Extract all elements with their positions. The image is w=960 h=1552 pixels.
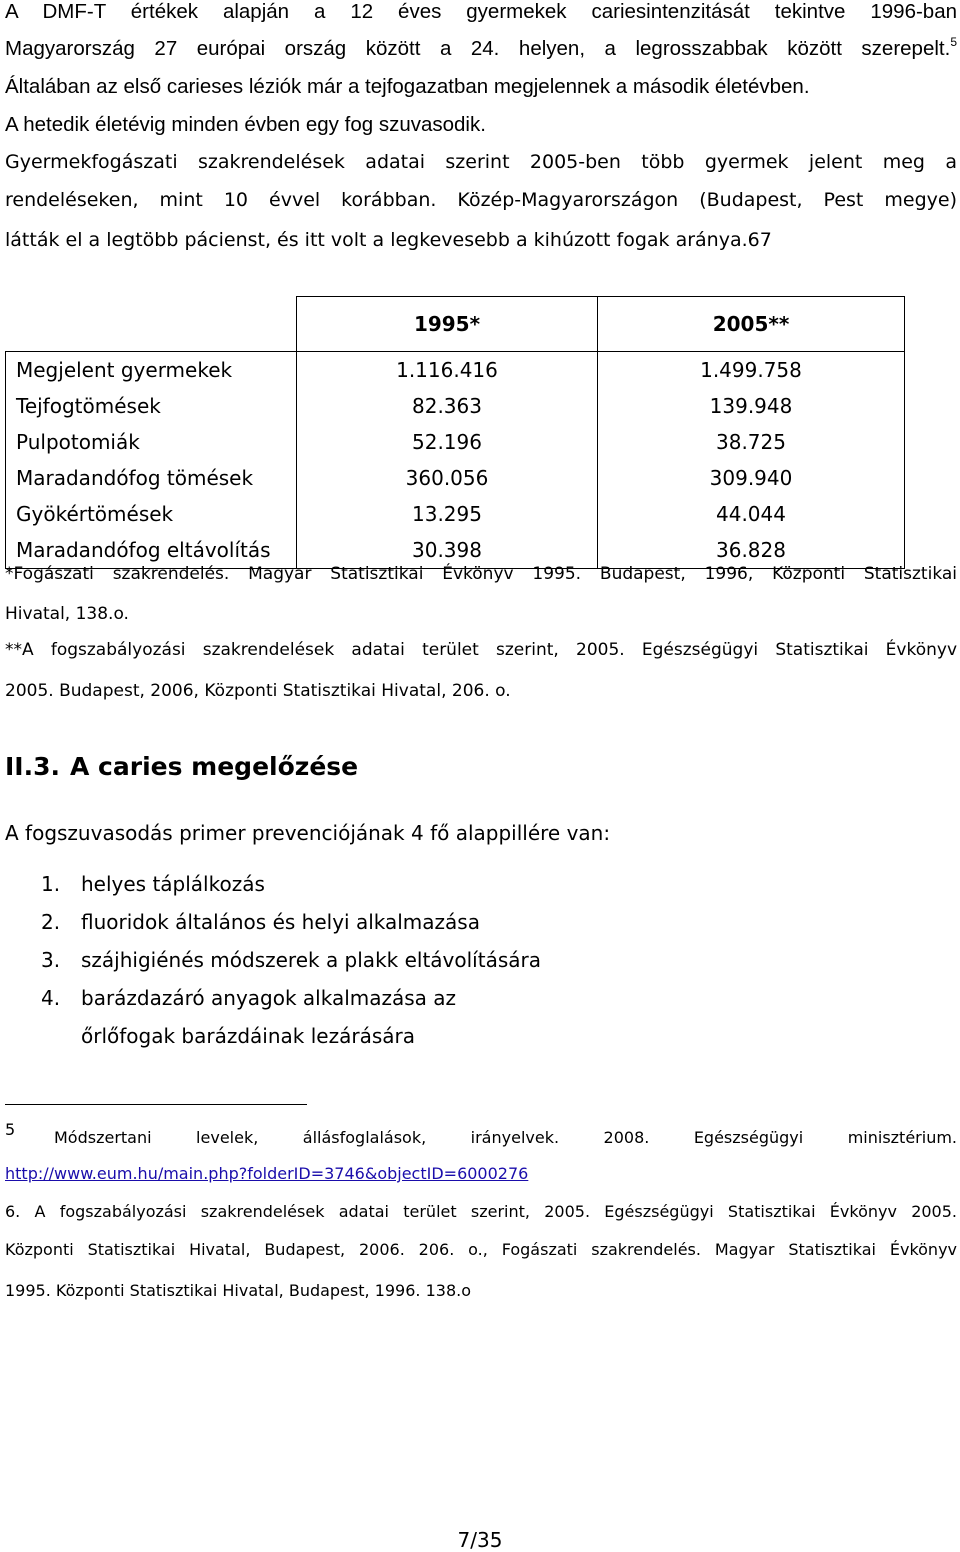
table-cell-2005: 44.044 xyxy=(598,496,905,532)
paragraph1-line-4: A hetedik életévig minden évben egy fog szuvasodik. xyxy=(5,113,486,136)
table-note-1-line-1: *Fogászati szakrendelés. Magyar Statisztikai Évkönyv 1995. Budapest, 1996, Központi Statisztikai xyxy=(5,564,957,584)
table-row-label: Gyökértömések xyxy=(6,496,297,532)
table-note-1-line-2: Hivatal, 138.o. xyxy=(5,604,129,624)
list-item xyxy=(41,910,480,934)
list-item-text: fluoridok általános és helyi alkalmazása xyxy=(81,910,480,934)
table-cell-1995: 52.196 xyxy=(297,424,598,460)
paragraph2-line-3: látták el a legtöbb pácienst, és itt volt a legkevesebb a kihúzott fogak aránya.67 xyxy=(5,229,772,251)
list-item-number: 2. xyxy=(41,910,61,934)
list-item-number: 4. xyxy=(41,986,61,1010)
table-cell-2005: 309.940 xyxy=(598,460,905,496)
footnote-6-line-2: Központi Statisztikai Hivatal, Budapest, 2006. 206. o., Fogászati szakrendelés. Magyar Statisztikai Évkönyv xyxy=(5,1240,957,1259)
table-row-label: Tejfogtömések xyxy=(6,388,297,424)
table-cell-1995: 30.398 xyxy=(297,532,598,569)
list-item-text: barázdazáró anyagok alkalmazása az xyxy=(81,986,457,1010)
paragraph1-line-1: A DMF-T értékek alapján a 12 éves gyermekek cariesintenzitását tekintve 1996-ban xyxy=(5,0,957,23)
list-item-number: 3. xyxy=(41,948,61,972)
footnote-6-line-3: 1995. Központi Statisztikai Hivatal, Budapest, 1996. 138.o xyxy=(5,1281,471,1300)
table-header-2005: 2005** xyxy=(598,297,905,352)
table-row-label: Maradandófog tömések xyxy=(6,460,297,496)
footnote-6-line-1: 6. A fogszabályozási szakrendelések adatai terület szerint, 2005. Egészségügyi Statisztikai Évkönyv 2005. xyxy=(5,1202,957,1221)
footnote-5-url[interactable]: http://www.eum.hu/main.php?folderID=3746&objectID=6000276 xyxy=(5,1164,529,1183)
table-cell-1995: 1.116.416 xyxy=(297,352,598,389)
footnote-divider xyxy=(5,1104,307,1105)
table-row-label: Pulpotomiák xyxy=(6,424,297,460)
table-row xyxy=(6,388,905,424)
list-item xyxy=(41,986,456,1010)
table-header-row xyxy=(6,297,905,352)
table-row xyxy=(6,496,905,532)
list-item-text: szájhigiénés módszerek a plakk eltávolítására xyxy=(81,948,541,972)
list-item-text: helyes táplálkozás xyxy=(81,872,265,896)
table-row xyxy=(6,424,905,460)
paragraph2-line-1: Gyermekfogászati szakrendelések adatai szerint 2005-ben több gyermek jelent meg a xyxy=(5,151,957,173)
section-number: II.3. xyxy=(5,752,60,781)
page-number: 7/35 xyxy=(457,1528,503,1552)
table-cell-2005: 1.499.758 xyxy=(598,352,905,389)
table-row-label: Maradandófog eltávolítás xyxy=(6,532,297,569)
table-row-label: Megjelent gyermekek xyxy=(6,352,297,389)
intro-text: A fogszuvasodás primer prevenciójának 4 fő alappillére van: xyxy=(5,821,611,845)
paragraph2-line-2: rendeléseken, mint 10 évvel korábban. Közép-Magyarországon (Budapest, Pest megye) xyxy=(5,189,957,211)
footnote-5-link[interactable] xyxy=(5,1164,528,1183)
table-cell-2005: 36.828 xyxy=(598,532,905,569)
table-row xyxy=(6,460,905,496)
table-cell-2005: 38.725 xyxy=(598,424,905,460)
table-note-2-line-2: 2005. Budapest, 2006, Központi Statisztikai Hivatal, 206. o. xyxy=(5,681,511,701)
list-item xyxy=(41,948,541,972)
list-item-continuation: őrlőfogak barázdáinak lezárására xyxy=(81,1024,415,1048)
table-note-2-line-1: **A fogszabályozási szakrendelések adatai terület szerint, 2005. Egészségügyi Statisztikai Évkönyv xyxy=(5,640,957,660)
table-cell-2005: 139.948 xyxy=(598,388,905,424)
section-title: A caries megelőzése xyxy=(70,752,359,781)
paragraph1-line-2-text: Magyarország 27 európai ország között a 24. helyen, a legrosszabbak között szerepelt. xyxy=(5,37,951,60)
dental-statistics-table xyxy=(5,296,905,569)
footnote-5-text: Módszertani levelek, állásfoglalások, irányelvek. 2008. Egészségügyi minisztérium. xyxy=(54,1128,957,1147)
paragraph1-line-3: Általában az első carieses léziók már a tejfogazatban megjelennek a második életévben. xyxy=(5,75,810,98)
table-header-1995: 1995* xyxy=(297,297,598,352)
list-item xyxy=(41,872,265,896)
table-cell-1995: 13.295 xyxy=(297,496,598,532)
table-cell-1995: 82.363 xyxy=(297,388,598,424)
paragraph1-line-2 xyxy=(5,37,957,61)
footnote-ref-5[interactable]: 5 xyxy=(950,35,957,49)
table-header-empty xyxy=(6,297,297,352)
section-heading xyxy=(5,752,358,781)
table-cell-1995: 360.056 xyxy=(297,460,598,496)
list-item-number: 1. xyxy=(41,872,61,896)
footnote-5-mark: 5 xyxy=(5,1120,16,1139)
table-row xyxy=(6,352,905,389)
